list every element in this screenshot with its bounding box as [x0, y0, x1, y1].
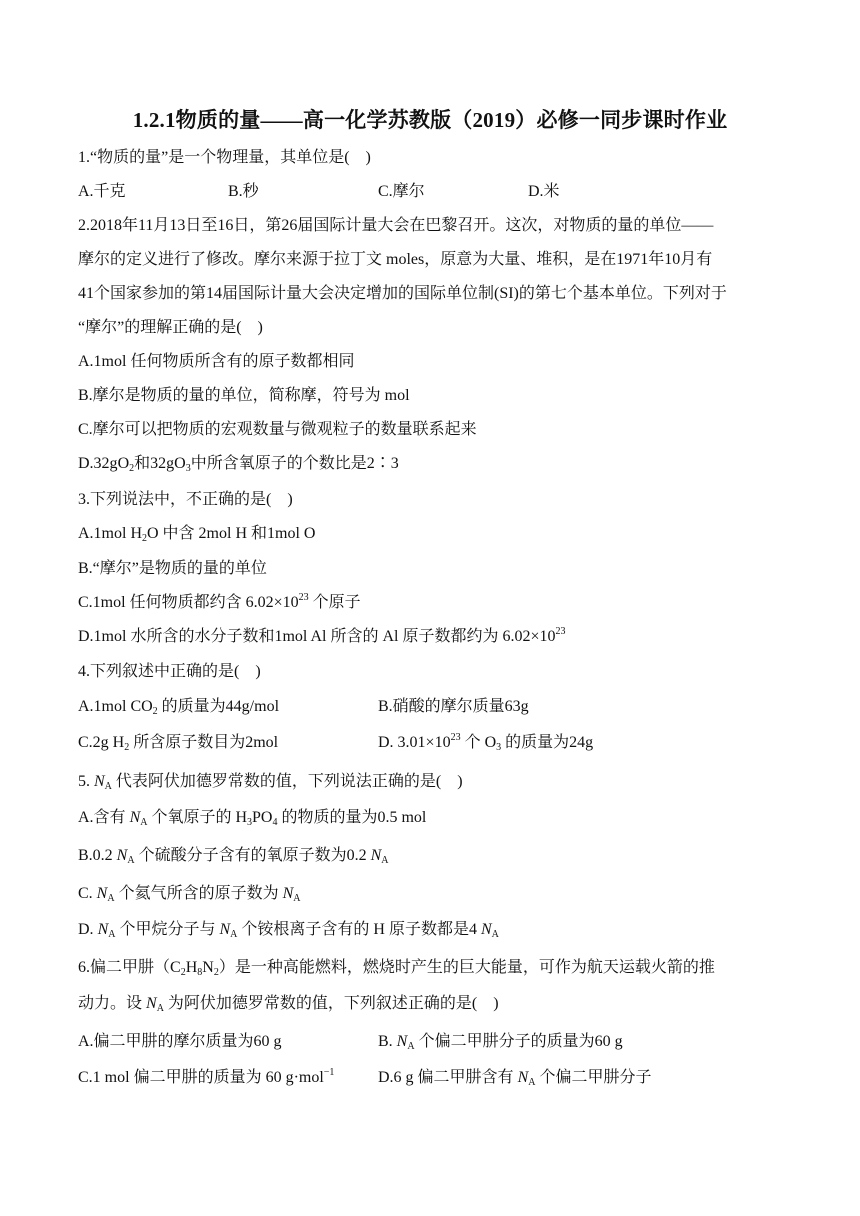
q5-option-c: C. $N_A$ 个氦气所含的原子数为 $N_A$ [78, 885, 301, 904]
question-1-stem: 1.“物质的量”是一个物理量，其单位是( ) [78, 149, 371, 166]
question-6-line-1: 6.偏二甲肼$(C_2H_8N_2)$是一种高能燃料，燃烧时产生的巨大能量，可作为航天运载火箭的推 [78, 959, 715, 978]
q3-option-b: B.“摩尔”是物质的量的单位 [78, 560, 267, 577]
q6-option-d: D.6 g 偏二甲肼含有 $N_A$ 个偏二甲肼分子 [378, 1069, 652, 1088]
q6-option-b: B. $N_A$ 个偏二甲肼分子的质量为60 g [378, 1033, 623, 1052]
question-2-line-2: 摩尔的定义进行了修改。摩尔来源于拉丁文 moles，原意为大量、堆积，是在1971年10月有 [78, 251, 713, 268]
question-6-line-2: 动力。设 $N_A$ 为阿伏加德罗常数的值，下列叙述正确的是( ) [78, 995, 499, 1014]
q3-option-c: C.1mol 任何物质都约含 $6.02\times 10^{23}$ 个原子 [78, 592, 361, 611]
question-5-stem: 5. $N_A$ 代表阿伏加德罗常数的值，下列说法正确的是( ) [78, 773, 463, 792]
question-4-stem: 4.下列叙述中正确的是( ) [78, 663, 261, 680]
question-3-stem: 3.下列说法中，不正确的是( ) [78, 491, 293, 508]
question-2-line-4: “摩尔”的理解正确的是( ) [78, 319, 263, 336]
q1-option-d: D.米 [528, 183, 560, 200]
q1-option-b: B.秒 [228, 183, 259, 200]
q3-option-a: A.1mol $H_2O$ 中含 2mol H 和1mol O [78, 525, 316, 544]
q6-option-a: A.偏二甲肼的摩尔质量为60 g [78, 1033, 282, 1050]
q5-option-a: A.含有 $N_A$ 个氧原子的 $H_3PO_4$ 的物质的量为0.5 mol [78, 809, 427, 828]
q2-option-a: A.1mol 任何物质所含有的原子数都相同 [78, 353, 355, 370]
question-2-line-3: 41个国家参加的第14届国际计量大会决定增加的国际单位制(SI)的第七个基本单位。下列对于 [78, 285, 727, 302]
question-2-line-1: 2.2018年11月13日至16日，第26届国际计量大会在巴黎召开。这次，对物质的量的单位—— [78, 217, 714, 234]
q4-option-c: C.2g $H_2$ 所含原子数目为2mol [78, 734, 279, 753]
q4-option-d: D. $3.01\times 10^{23}$ 个 $O_3$ 的质量为24g [378, 732, 594, 753]
q6-option-c: C.1 mol 偏二甲肼的质量为 60 g·mol$^{-1}$ [78, 1067, 335, 1086]
q3-option-d: D.1mol 水所含的水分子数和1mol Al 所含的 Al 原子数都约为 $6.02\times 10^{23}$ [78, 626, 566, 645]
q5-option-d: D. $N_A$ 个甲烷分子与 $N_A$ 个铵根离子含有的 H 原子数都是4 $N_A$ [78, 921, 499, 940]
q2-option-b: B.摩尔是物质的量的单位，简称摩，符号为 mol [78, 387, 410, 404]
q1-option-c: C.摩尔 [378, 183, 425, 200]
q4-option-a: A.1mol $CO_2$ 的质量为44g/mol [78, 698, 280, 717]
q2-option-c: C.摩尔可以把物质的宏观数量与微观粒子的数量联系起来 [78, 421, 477, 438]
document-title: 1.2.1物质的量——高一化学苏教版（2019）必修一同步课时作业 [132, 108, 728, 132]
q1-option-a: A.千克 [78, 183, 126, 200]
q2-option-d: $D.32gO_2$和$32gO_3$中所含氧原子的个数比是2∶3 [78, 455, 399, 474]
q5-option-b: B.0.2 $N_A$ 个硫酸分子含有的氧原子数为0.2 $N_A$ [78, 847, 389, 866]
q4-option-b: B.硝酸的摩尔质量63g [378, 698, 529, 715]
